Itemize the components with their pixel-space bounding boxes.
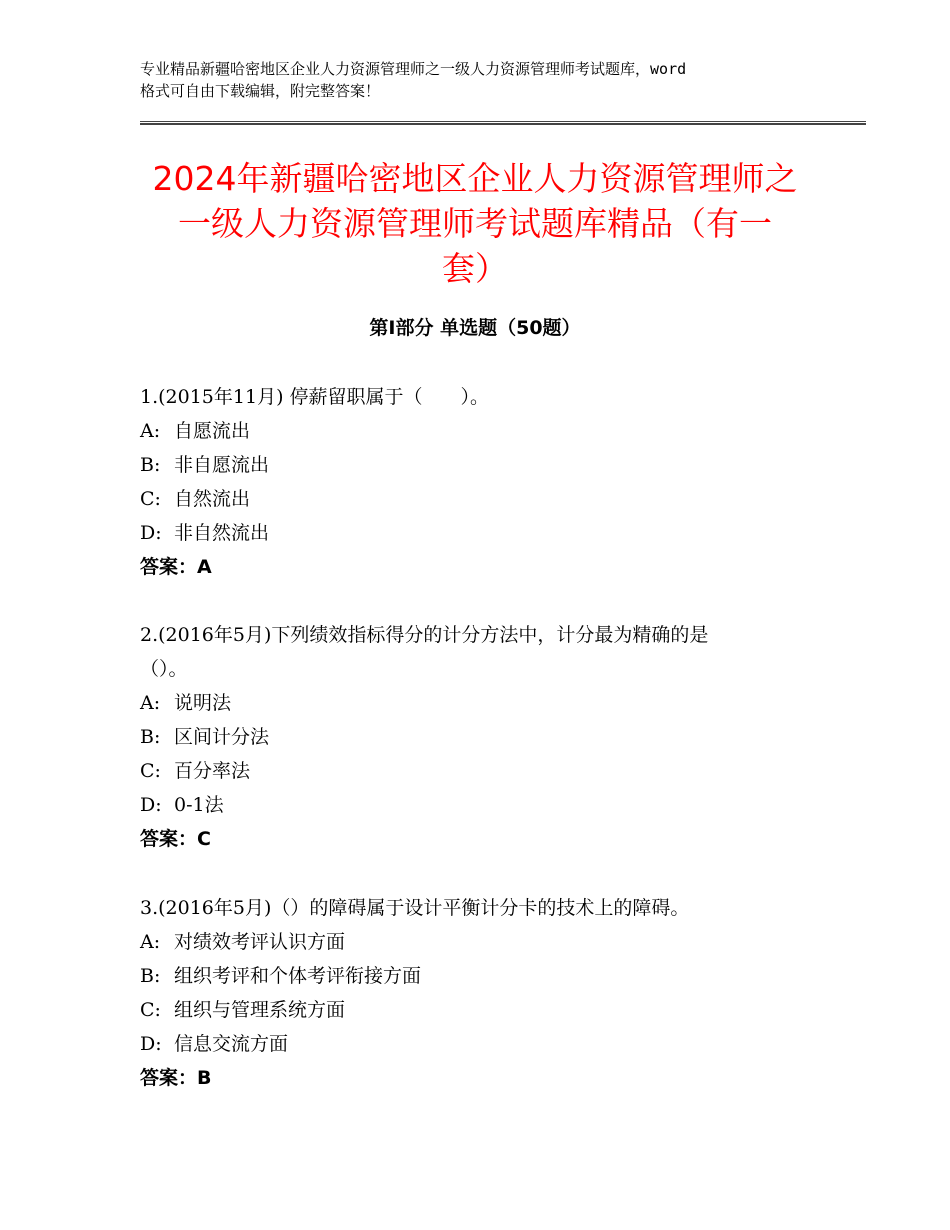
option-text: 非自然流出	[174, 522, 270, 544]
page-header	[140, 58, 840, 102]
question-stem-line-2: （）。	[140, 658, 188, 680]
option-key: D:	[140, 522, 162, 544]
header-line-2: 格式可自由下载编辑，附完整答案！	[140, 82, 381, 100]
option-d	[140, 1027, 820, 1061]
document-title	[110, 156, 840, 291]
option-text: 组织考评和个体考评衔接方面	[174, 965, 422, 987]
option-d	[140, 516, 820, 550]
option-b	[140, 448, 820, 482]
option-a	[140, 925, 820, 959]
option-key: B:	[140, 726, 161, 748]
option-text: 组织与管理系统方面	[174, 999, 346, 1021]
header-line-1: 专业精品新疆哈密地区企业人力资源管理师之一级人力资源管理师考试题库，word	[140, 60, 687, 78]
question-stem-line-1: 2.(2016年5月)下列绩效指标得分的计分方法中，计分最为精确的是	[140, 624, 709, 646]
option-c	[140, 482, 820, 516]
option-key: C:	[140, 488, 161, 510]
option-key: C:	[140, 999, 161, 1021]
option-text: 说明法	[174, 692, 232, 714]
option-key: B:	[140, 965, 161, 987]
answer: 答案：A	[140, 556, 212, 578]
option-c	[140, 754, 820, 788]
title-line-3: 套）	[442, 249, 508, 288]
answer: 答案：B	[140, 1067, 212, 1089]
question-stem: 3.(2016年5月)（）的障碍属于设计平衡计分卡的技术上的障碍。	[140, 897, 690, 919]
question-2	[140, 618, 820, 856]
option-key: C:	[140, 760, 161, 782]
option-a	[140, 686, 820, 720]
option-key: B:	[140, 454, 161, 476]
option-b	[140, 720, 820, 754]
question-1	[140, 380, 820, 584]
option-text: 自然流出	[174, 488, 251, 510]
option-b	[140, 959, 820, 993]
question-3	[140, 891, 820, 1095]
header-divider	[140, 121, 866, 125]
option-text: 百分率法	[174, 760, 251, 782]
option-key: A:	[140, 692, 161, 714]
answer: 答案：C	[140, 828, 211, 850]
option-key: A:	[140, 420, 161, 442]
option-key: D:	[140, 1033, 162, 1055]
title-line-2: 一级人力资源管理师考试题库精品（有一	[178, 204, 772, 243]
option-text: 非自愿流出	[174, 454, 270, 476]
question-stem: 1.(2015年11月) 停薪留职属于（ ）。	[140, 386, 490, 408]
section-title: 第Ⅰ部分 单选题（50题）	[369, 317, 581, 339]
option-d	[140, 788, 820, 822]
question-stem	[140, 618, 820, 686]
option-text: 0-1法	[174, 794, 224, 816]
option-text: 信息交流方面	[174, 1033, 289, 1055]
title-line-1: 2024年新疆哈密地区企业人力资源管理师之	[152, 159, 798, 198]
option-c	[140, 993, 820, 1027]
option-key: A:	[140, 931, 161, 953]
option-text: 区间计分法	[174, 726, 270, 748]
option-key: D:	[140, 794, 162, 816]
option-a	[140, 414, 820, 448]
option-text: 自愿流出	[174, 420, 251, 442]
option-text: 对绩效考评认识方面	[174, 931, 346, 953]
